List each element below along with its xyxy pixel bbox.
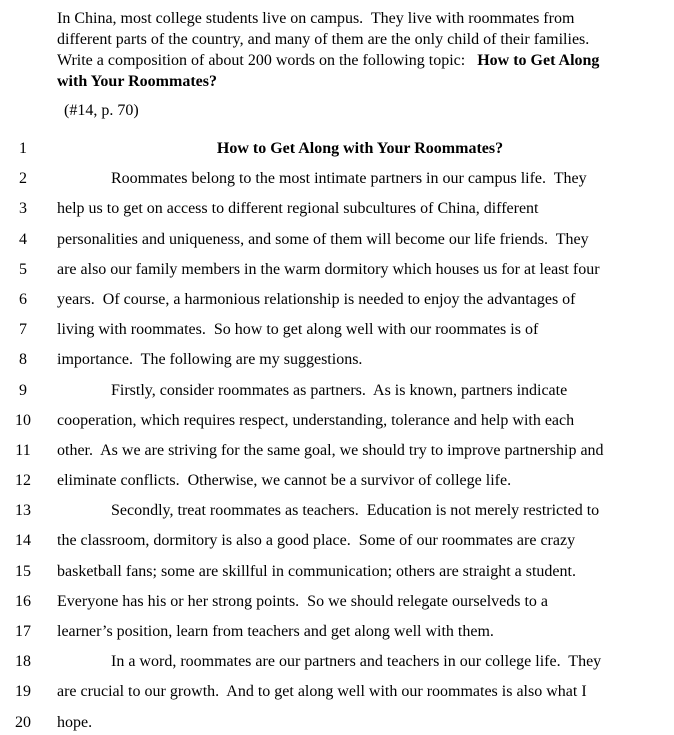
line-text: In a word, roommates are our partners and teachers in our college life. They	[111, 653, 602, 671]
line-number: 7	[19, 321, 27, 339]
line-text: cooperation, which requires respect, understanding, tolerance and help with each	[57, 411, 575, 429]
line-text: personalities and uniqueness, and some of them will become our life friends. They	[57, 230, 589, 248]
essay-line-row	[0, 436, 674, 466]
line-text: How to Get Along with Your Roommates?	[216, 140, 504, 157]
essay-line-row	[0, 315, 674, 345]
essay-line-row	[0, 376, 674, 406]
line-text: are crucial to our growth. And to get along well with our roommates is also what I	[57, 683, 587, 701]
prompt-text: different parts of the country, and many of them are the only child of their families.	[57, 31, 590, 48]
assignment-prompt	[57, 8, 669, 92]
line-text: help us to get on access to different regional subcultures of China, different	[57, 200, 539, 218]
line-number: 15	[15, 562, 31, 580]
line-number: 19	[15, 683, 31, 701]
line-text: Roommates belong to the most intimate partners in our campus life. They	[111, 170, 587, 188]
source-reference: (#14, p. 70)	[64, 102, 139, 119]
prompt-bold-text: How to Get Along	[477, 52, 600, 69]
essay-line-row	[0, 496, 674, 526]
line-text: Everyone has his or her strong points. So we should relegate ourselveds to a	[57, 592, 549, 610]
line-number: 6	[19, 290, 27, 308]
line-number: 5	[19, 260, 27, 278]
prompt-text: Write a composition of about 200 words on the following topic:	[57, 52, 478, 69]
line-number: 12	[15, 472, 31, 490]
line-text: hope.	[57, 713, 93, 731]
line-number: 1	[19, 140, 27, 157]
line-number: 20	[15, 713, 31, 731]
line-number: 13	[15, 502, 31, 520]
essay-line-row	[0, 406, 674, 436]
line-number: 8	[19, 351, 27, 369]
essay-line-row	[0, 587, 674, 617]
prompt-text: In China, most college students live on campus. They live with roommates from	[57, 10, 575, 27]
essay-line-row	[0, 345, 674, 375]
line-text: living with roommates. So how to get along well with our roommates is of	[57, 321, 539, 339]
prompt-line	[57, 29, 669, 50]
essay-line-row	[0, 466, 674, 496]
essay-line-row	[0, 255, 674, 285]
essay-line-row	[0, 557, 674, 587]
prompt-line	[57, 50, 669, 71]
line-number: 11	[15, 441, 31, 459]
line-number: 17	[15, 623, 31, 640]
prompt-bold-text: with Your Roommates?	[57, 73, 217, 90]
line-number: 10	[15, 411, 31, 429]
line-text: eliminate conflicts. Otherwise, we cannot be a survivor of college life.	[57, 472, 512, 490]
line-number: 16	[15, 592, 31, 610]
line-number: 3	[19, 200, 27, 218]
line-text: importance. The following are my suggestions.	[57, 351, 363, 369]
line-text: Firstly, consider roommates as partners. As is known, partners indicate	[111, 381, 568, 399]
line-number: 2	[19, 170, 27, 188]
line-number: 9	[19, 381, 27, 399]
essay-line-row	[0, 164, 674, 194]
essay-line-row	[0, 526, 674, 556]
essay-line-row	[0, 194, 674, 224]
line-number: 14	[15, 532, 31, 550]
essay-line-row	[0, 225, 674, 255]
line-text: are also our family members in the warm dormitory which houses us for at least four	[57, 260, 600, 278]
line-text: other. As we are striving for the same goal, we should try to improve partnership and	[57, 441, 604, 459]
line-text: years. Of course, a harmonious relationship is needed to enjoy the advantages of	[57, 290, 576, 308]
line-number: 18	[15, 653, 31, 671]
line-number: 4	[19, 230, 27, 248]
line-text: basketball fans; some are skillful in communication; others are straight a student.	[57, 562, 576, 580]
essay-line-row	[0, 617, 674, 647]
essay-line-row	[0, 134, 674, 164]
essay-line-row	[0, 677, 674, 707]
essay-line-row	[0, 708, 674, 735]
essay-line-row	[0, 285, 674, 315]
line-text: the classroom, dormitory is also a good place. Some of our roommates are crazy	[57, 532, 576, 550]
prompt-line	[57, 71, 669, 92]
prompt-line	[57, 8, 669, 29]
essay-line-row	[0, 647, 674, 677]
line-text: Secondly, treat roommates as teachers. Education is not merely restricted to	[111, 502, 600, 520]
line-text: learner’s position, learn from teachers and get along well with them.	[57, 623, 494, 640]
essay-body	[0, 134, 674, 735]
